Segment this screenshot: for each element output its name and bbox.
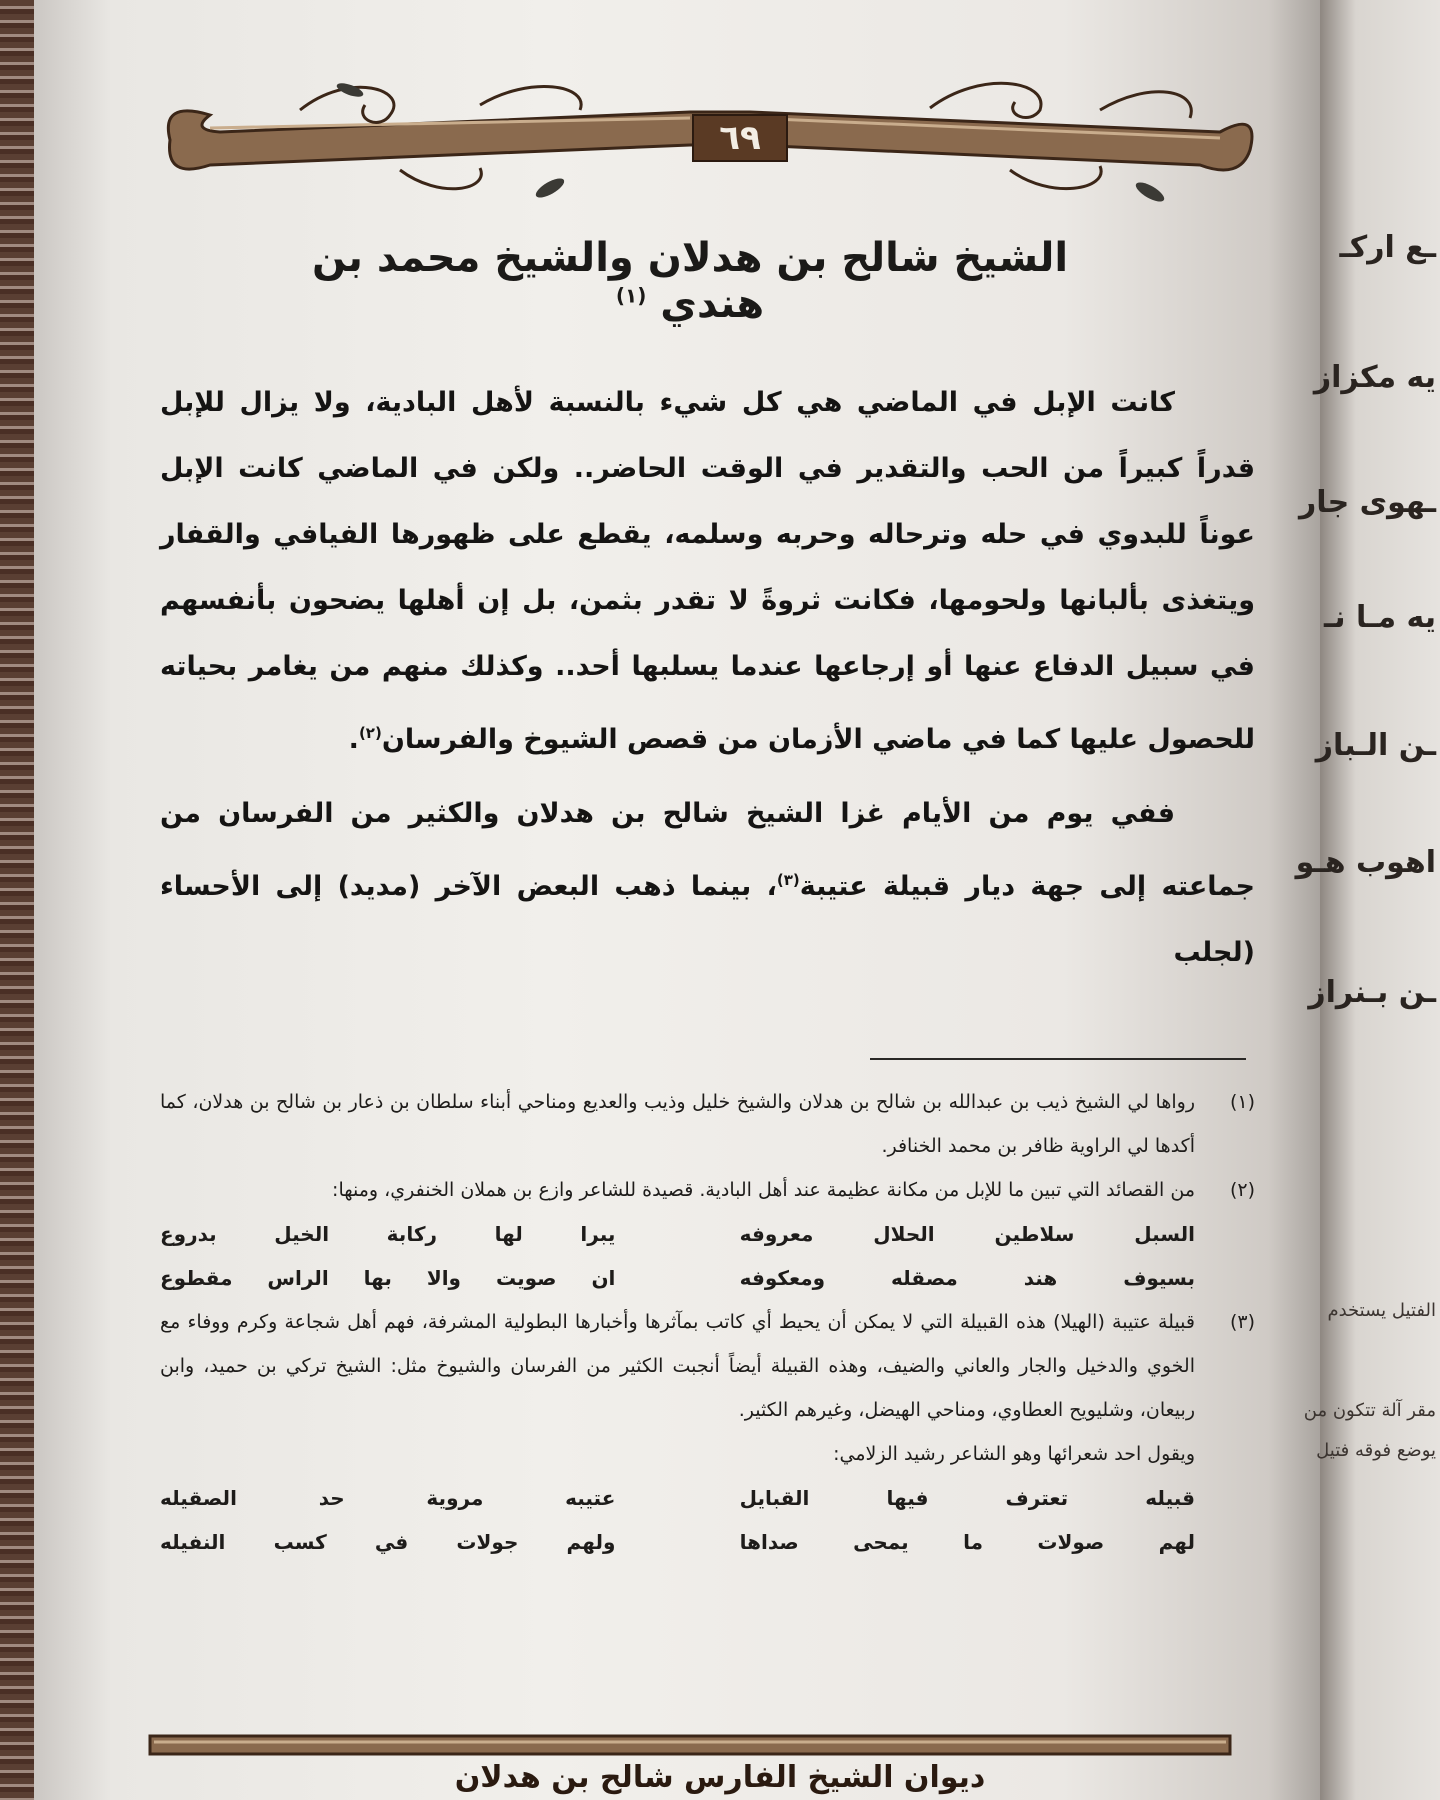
footnote [160, 1168, 1255, 1212]
facing-page-line: ـهوى جار [1299, 485, 1436, 520]
verse-row [160, 1256, 1255, 1300]
book-spine [0, 0, 34, 1800]
verse-second-half: ان صويت والا بها الراس مقطوع [160, 1266, 616, 1290]
facing-page-line: ـن الـباز [1315, 728, 1436, 763]
facing-page-line: ـع اركـ [1339, 230, 1436, 265]
title-footnote-ref: (١) [615, 283, 647, 308]
footnote-intro: ويقول احد شعرائها وهو الشاعر رشيد الزلامي: [833, 1443, 1195, 1465]
verse-first-half: بسيوف هند مصقله ومعكوفه [739, 1266, 1195, 1290]
footnote-number: (١) [1229, 1091, 1255, 1113]
verse-row [160, 1476, 1255, 1520]
facing-page-line: يوضع فوقه فتيل [1316, 1440, 1436, 1461]
facing-page-line: يه مكزاز [1313, 360, 1436, 395]
facing-page-line: ـن بـنراز [1308, 975, 1436, 1010]
verse-row [160, 1520, 1255, 1564]
verse-second-half: يبرا لها ركابة الخيل بدروع [160, 1222, 616, 1246]
verse-first-half: السبل سلاطين الحلال معروفه [739, 1222, 1195, 1246]
paragraph [160, 370, 1255, 773]
verse-first-half: لهم صولات ما يمحى صداها [739, 1530, 1195, 1554]
verse-second-half: ولهم جولات في كسب النفيله [160, 1530, 616, 1554]
footnote [160, 1300, 1255, 1432]
paragraph-text: ففي يوم من الأيام غزا الشيخ شالح بن هدلان والكثير من الفرسان من جماعته إلى جهة ديار قبيلة عتيبة [160, 798, 1255, 902]
page-title [300, 235, 1080, 327]
page-number: ٦٩ [692, 114, 788, 162]
footnote-ref: (٢) [358, 724, 382, 742]
paragraph-tail: . [348, 724, 359, 755]
footnote-text: قبيلة عتيبة (الهيلا) هذه القبيلة التي لا يمكن أن يحيط أي كاتب بمآثرها وأخبارها البطولية المشرفة، فهم أهل شجاعة وكرم ووفاء مع الخوي والدخيل والجار والعاني والضيف، وهذه القبيلة أيضاً أنجبت الكثير من الفرسان والشيوخ مثل: الشيخ تركي بن حميد، وابن ربيعان، وشليويح العطاوي، ومناحي الهيضل، وغيرهم الكثير. [160, 1311, 1195, 1421]
footnote [160, 1080, 1255, 1168]
footnote-number: (٣) [1229, 1311, 1255, 1333]
verse-first-half: قبيله تعترف فيها القبايل [739, 1486, 1195, 1510]
facing-page-line: يه مـا نـ [1324, 600, 1436, 635]
paragraph-text: ، بينما ذهب البعض الآخر (مديد) إلى الأحساء (لجلب [160, 871, 1255, 968]
facing-page [1295, 0, 1440, 1800]
paragraph [160, 781, 1255, 986]
body-text [160, 370, 1255, 986]
footnote-ref: (٣) [776, 871, 800, 889]
verse-row [160, 1212, 1255, 1256]
footnote-text: رواها لي الشيخ ذيب بن عبدالله بن شالح بن هدلان والشيخ خليل وذيب والعديع ومناحي أبناء سلطان بن ذعار بن شالح بن هدلان، كما أكدها لي الراوية ظافر بن محمد الخنافر. [160, 1091, 1195, 1157]
footnote-text: من القصائد التي تبين ما للإبل من مكانة عظيمة عند أهل البادية. قصيدة للشاعر وازع بن هملان الخنفري، ومنها: [332, 1179, 1195, 1201]
paragraph-text: كانت الإبل في الماضي هي كل شيء بالنسبة لأهل البادية، ولا يزال للإبل قدراً كبيراً من الحب والتقدير في الوقت الحاضر.. ولكن في الماضي كانت الإبل عوناً للبدوي في حله وترحاله وحربه وسلمه، يقطع على ظهورها الفيافي والقفار ويتغذى بألبانها ولحومها، فكانت ثروةً لا تقدر بثمن، بل إن أهلها يضحون بأنفسهم في سبيل الدفاع عنها أو إرجاعها عندما يسلبها أحد.. وكذلك منهم من يغامر بحياته للحصول عليها كما في ماضي الأزمان من قصص الشيوخ والفرسان [160, 387, 1255, 755]
facing-page-line: اهوب هـو [1295, 845, 1436, 880]
footnotes [160, 1080, 1255, 1564]
facing-page-line: مقر آلة تتكون من [1303, 1400, 1436, 1421]
footnote-number: (٢) [1229, 1179, 1255, 1201]
facing-page-line: الفتيل يستخدم [1327, 1300, 1436, 1321]
footnote-divider [870, 1058, 1246, 1060]
footer-title: ديوان الشيخ الفارس شالح بن هدلان [454, 1760, 986, 1795]
title-text: الشيخ شالح بن هدلان والشيخ محمد بن هندي [311, 235, 1069, 327]
verse-second-half: عتيبه مروية حد الصقيله [160, 1486, 616, 1510]
